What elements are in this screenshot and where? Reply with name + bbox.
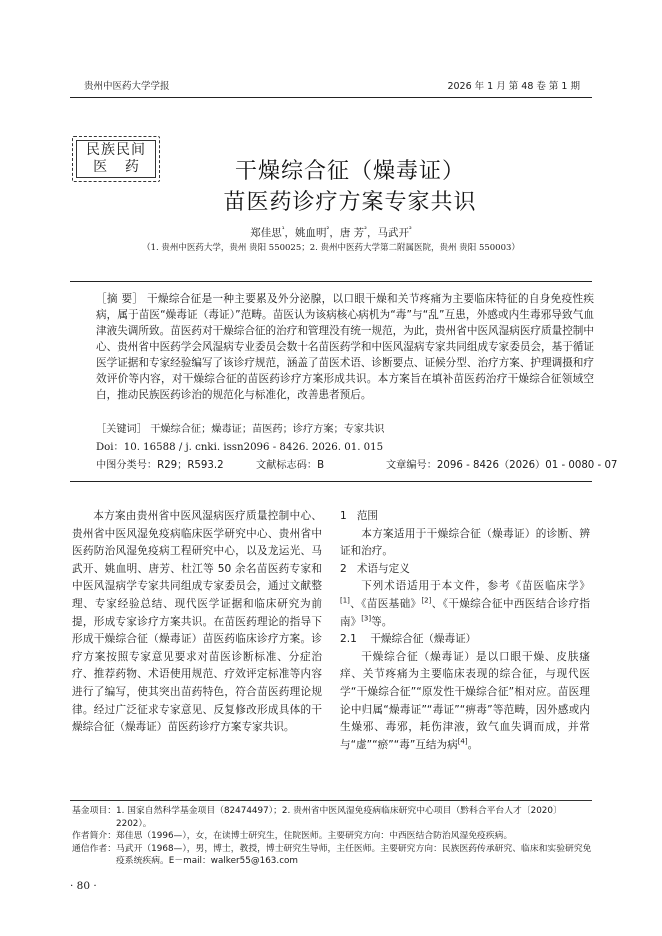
header-rule <box>70 97 592 98</box>
doi: Doi：10. 16588 / j. cnki. issn2096 - 8426. 2026. 01. 015 <box>96 442 384 453</box>
abstract-text: 干燥综合征是一种主要累及外分泌腺，以口眼干燥和关节疼痛为主要临床特征的自身免疫性疾病，属于苗医“燥毒证（毒证）”范畴。苗医认为该病核心病机为“毒”与“乱”互患，外感或内生毒邪导致气血津液失调所致。苗医药对干燥综合征的治疗和管理没有统一规范，为此，贵州省中医风湿病医疗质量控制中心、贵州省中医药学会风湿病专业委员会数十名苗医药学和中医风湿病专家共同组成专家委员会，基于循证医学证据和专家经验编写了该诊疗规范，涵盖了苗医术语、诊断要点、证候分型、治疗方案、护理调摄和疗效评价等内容，对干燥综合征的苗医药诊疗方案形成共识。本方案旨在填补苗医药治疗干燥综合征领域空白，推动民族医药诊治的规范化与标准化，改善患者预后。 <box>96 293 594 401</box>
footnote-rule <box>70 800 592 801</box>
column-badge-line1: 民族民间 <box>86 142 146 158</box>
left-column <box>72 508 322 737</box>
column-badge-line2: 医 药 <box>93 159 139 175</box>
section-1-text: 本方案适用于干燥综合征（燥毒证）的诊断、辨证和治疗。 <box>340 527 590 558</box>
authors: 郑佳思$^{^1}$，姚血明$^{^2}$，唐 芳$^{^2}$，马武开$^{^2}$ <box>250 225 412 239</box>
footnotes <box>72 805 596 868</box>
document-code: 文献标志码：B <box>256 460 325 471</box>
keywords <box>96 420 594 435</box>
abstract <box>96 291 594 403</box>
issue-info: 2026 年 1 月 第 48 卷 第 1 期 <box>447 81 580 92</box>
section-2-1-heading: 2.1 干燥综合征（燥毒证） <box>340 633 477 646</box>
section-2-heading: 2 术语与定义 <box>340 562 410 575</box>
paper-title-line2: 苗医药诊疗方案专家共识 <box>223 190 477 215</box>
intro-paragraph: 本方案由贵州省中医风湿病医疗质量控制中心、贵州省中医风湿免疫病临床医学研究中心、贵州省中医药防治风湿免疫病工程研究中心，以及龙运光、马武开、姚血明、唐芳、杜江等 50 余名苗医药专家和中医风湿病学专家共同组成专家委员会，通过文献整理、专家经验总结、现代医学证据和临床研究为前提，形成专家诊疗方案共识。在苗医药理论的指导下形成干燥综合征（燥毒证）苗医药临床诊疗方案。诊疗方案按照专家意见要求对苗医诊断标准、分症治疗、推荐药物、术语使用规范、疗效评定标准等内容进行了编写，使其突出苗药特色，符合苗医药理论规律。经过广泛征求专家意见、反复修改形成具体的干燥综合征（燥毒证）苗医药诊疗方案专家共识。 <box>72 510 322 734</box>
affiliations: （1. 贵州中医药大学，贵州 贵阳 550025；2. 贵州中医药大学第二附属医院，贵州 贵阳 550003） <box>142 243 520 253</box>
corresponding-author-note: 通信作者：马武开（1968—），男，博士，教授，博士研究生导师，主任医师。主要研究方向：民族医药传承研究、临床和实验研究免疫系统疾病。E－mail：walker55@163.com <box>72 843 592 867</box>
author-note: 作者简介：郑佳思（1996—），女，在读博士研究生，住院医师。主要研究方向：中西医结合防治风湿免疫疾病。 <box>72 831 513 842</box>
clc-number: 中图分类号：R29；R593.2 <box>96 460 224 471</box>
abstract-bottom-rule <box>70 481 592 482</box>
paper-title-line1: 干燥综合征（燥毒证） <box>234 159 465 184</box>
keywords-text: 干燥综合征；燥毒证；苗医药；诊疗方案；专家共识 <box>150 424 385 435</box>
section-2-1-text: 干燥综合征（燥毒证）是以口眼干燥、皮肤瘙痒、关节疼痛为主要临床表现的综合征，与现代医学“干燥综合征”“原发性干燥综合征”相对应。苗医理论中归属“燥毒证”“毒证”“痹毒”等范畴，因外感或内生燥邪、毒邪，耗伤津液，致气血失调而成，并常与“虚”“瘀”“毒”互结为病[4]。 <box>340 650 590 751</box>
funding-note: 基金项目：1. 国家自然科学基金项目（82474497）；2. 贵州省中医风湿免疫病临床研究中心项目（黔科合平台人才〔2020〕2202）。 <box>72 806 562 829</box>
section-2-text: 下列术语适用于本文件，参考《苗医临床学》[1]、《苗医基础》[2]、《干燥综合征中西医结合诊疗指南》[3]等。 <box>340 580 590 628</box>
page-number: · 80 · <box>70 880 97 892</box>
keywords-label: ［关键词］ <box>96 424 147 435</box>
section-1-heading: 1 范围 <box>340 510 379 522</box>
journal-name: 贵州中医药大学学报 <box>84 81 170 92</box>
abstract-label: ［摘 要］ <box>96 293 144 305</box>
right-column <box>340 508 590 754</box>
abstract-top-rule <box>70 281 592 282</box>
column-badge <box>72 136 160 182</box>
article-number: 文章编号：2096 - 8426（2026）01 - 0080 - 07 <box>386 460 618 471</box>
